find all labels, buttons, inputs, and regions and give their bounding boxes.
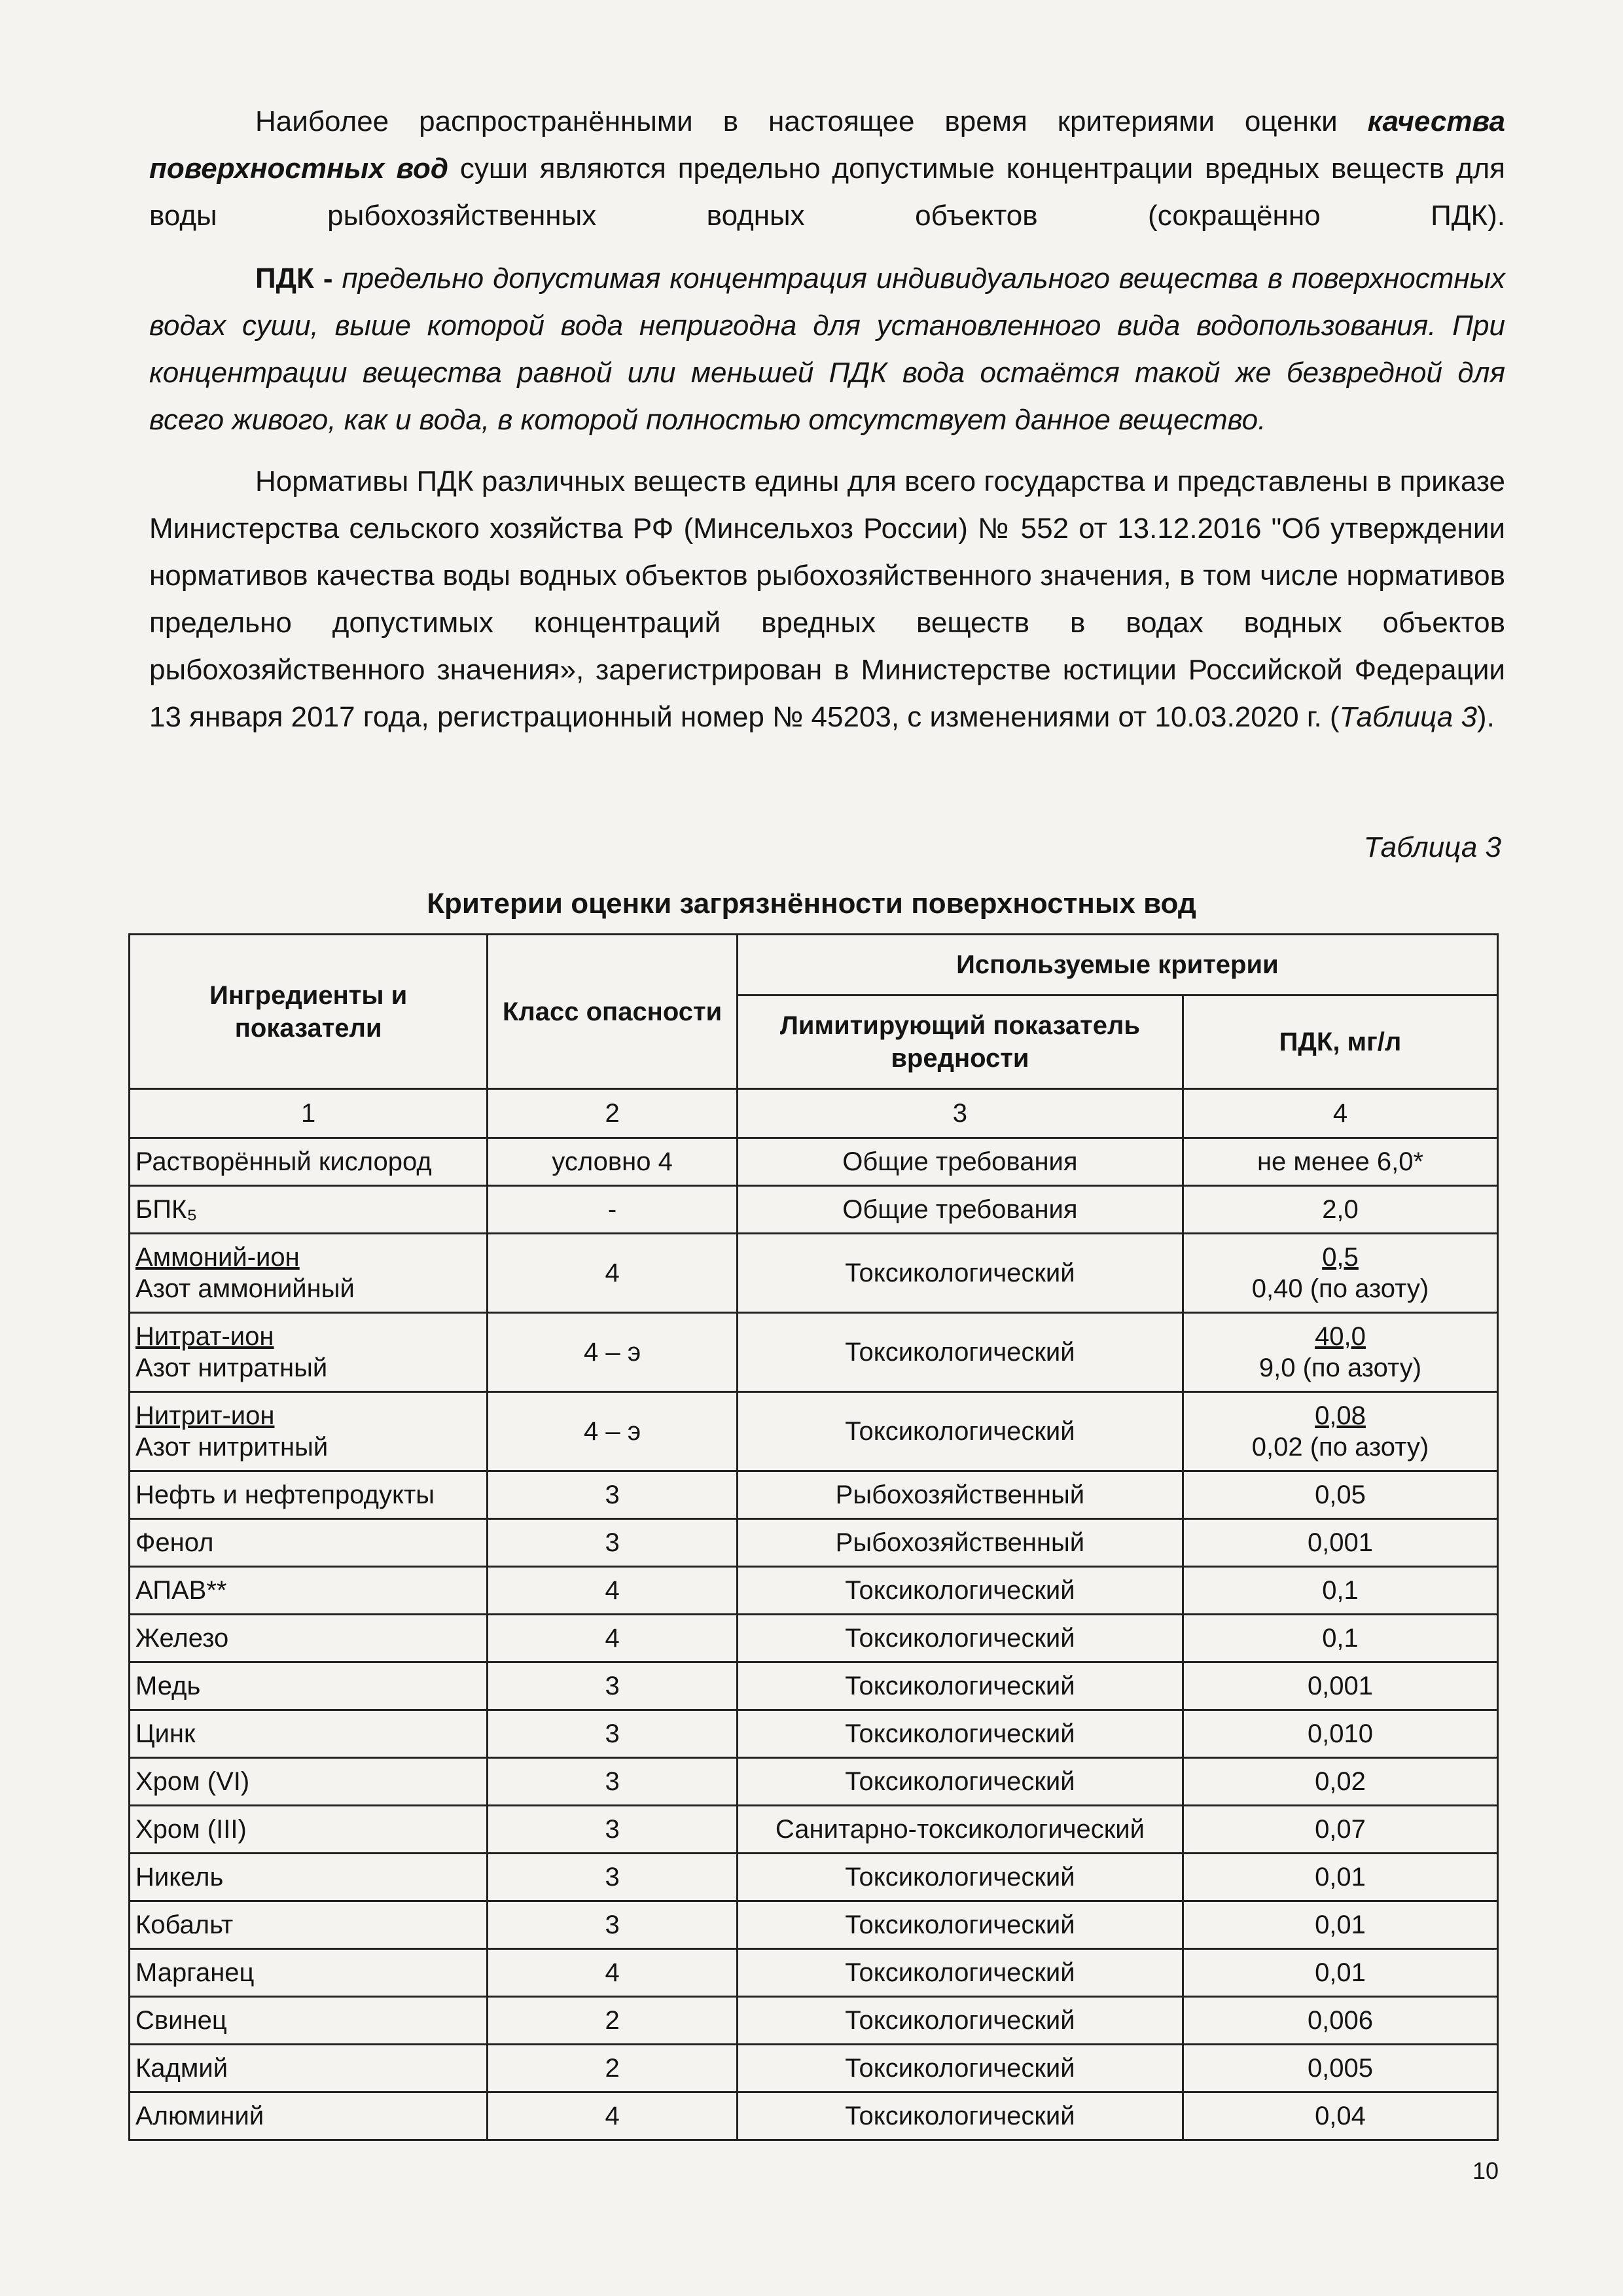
ingredient-cell — [130, 1234, 488, 1313]
limiting-indicator-cell: Токсикологический — [737, 1854, 1183, 1901]
hazard-class-cell: 3 — [488, 1519, 738, 1567]
ingredient-name: Аммоний-ион — [135, 1243, 300, 1272]
column-number-row — [130, 1089, 1498, 1138]
pdk-cell: 0,1 — [1183, 1567, 1498, 1615]
table-row — [130, 2045, 1498, 2092]
table-row — [130, 1806, 1498, 1854]
limiting-indicator-cell: Токсикологический — [737, 1567, 1183, 1615]
hazard-class-cell: 3 — [488, 1806, 738, 1854]
table-row — [130, 1615, 1498, 1662]
ingredient-cell: Фенол — [130, 1519, 488, 1567]
table-row — [130, 2092, 1498, 2140]
limiting-indicator-cell: Токсикологический — [737, 1234, 1183, 1313]
pdk-cell: 0,02 — [1183, 1758, 1498, 1806]
intro-paragraph — [149, 98, 1505, 240]
hazard-class-cell: 4 – э — [488, 1392, 738, 1471]
regulation-text: Нормативы ПДК различных веществ едины для всего государства и представлены в приказе Министерства сельского хозяйства РФ (Минсельхоз России) № 552 от 13.12.2016 "Об утверждении нормативов качества воды водных объектов рыбохозяйственного значения, в том числе нормативов предельно допустимых концентраций вредных веществ в водах водных объектов рыбохозяйственного значения», зарегистрирован в Министерстве юстиции Российской Федерации 13 января 2017 года, регистрационный номер № 45203, с изменениями от 10.03.2020 г. ( — [149, 465, 1505, 733]
limiting-indicator-cell: Токсикологический — [737, 1662, 1183, 1710]
pdk-nitrogen-value: 9,0 (по азоту) — [1258, 1354, 1422, 1382]
hazard-class-cell: 2 — [488, 2045, 738, 2092]
limiting-indicator-cell: Общие требования — [737, 1138, 1183, 1186]
intro-emphasis: качества поверхностных вод — [149, 105, 1505, 185]
limiting-indicator-cell: Токсикологический — [737, 1615, 1183, 1662]
table-row — [130, 1758, 1498, 1806]
hazard-class-cell: 4 – э — [488, 1313, 738, 1392]
ingredient-cell: Алюминий — [130, 2092, 488, 2140]
pdk-value: 0,08 — [1315, 1401, 1366, 1430]
pdk-nitrogen-value: 0,02 (по азоту) — [1251, 1433, 1429, 1462]
hazard-class-cell: 4 — [488, 1234, 738, 1313]
pdk-cell — [1183, 1313, 1498, 1392]
table-row — [130, 1234, 1498, 1313]
limiting-indicator-cell: Токсикологический — [737, 1949, 1183, 1997]
column-number: 2 — [488, 1089, 738, 1138]
hazard-class-cell: 3 — [488, 1758, 738, 1806]
ingredient-cell: АПАВ** — [130, 1567, 488, 1615]
pdk-cell: 0,01 — [1183, 1854, 1498, 1901]
hazard-class-cell: 3 — [488, 1471, 738, 1519]
limiting-indicator-cell: Токсикологический — [737, 1901, 1183, 1949]
pdk-cell: 0,006 — [1183, 1997, 1498, 2045]
pdk-cell: 2,0 — [1183, 1186, 1498, 1234]
table-reference: Таблица 3 — [1339, 701, 1477, 733]
limiting-indicator-cell: Токсикологический — [737, 2092, 1183, 2140]
header-criteria-group: Используемые критерии — [737, 935, 1497, 996]
header-hazard-class: Класс опасности — [488, 935, 738, 1089]
limiting-indicator-cell: Токсикологический — [737, 2045, 1183, 2092]
table-row — [130, 1392, 1498, 1471]
ingredient-subname: Азот нитратный — [135, 1354, 328, 1382]
table-row — [130, 1567, 1498, 1615]
hazard-class-cell: 3 — [488, 1854, 738, 1901]
pdk-cell — [1183, 1392, 1498, 1471]
column-number: 1 — [130, 1089, 488, 1138]
column-number: 3 — [737, 1089, 1183, 1138]
hazard-class-cell: 3 — [488, 1662, 738, 1710]
table-label: Таблица 3 — [1363, 831, 1501, 863]
pdk-value: 0,5 — [1322, 1243, 1359, 1272]
pdk-cell: 0,001 — [1183, 1519, 1498, 1567]
regulation-paragraph — [149, 458, 1505, 741]
header-pdk: ПДК, мг/л — [1183, 996, 1498, 1089]
pdk-cell: 0,01 — [1183, 1901, 1498, 1949]
ingredient-cell: Кадмий — [130, 2045, 488, 2092]
definition-text: предельно допустимая концентрация индивидуального вещества в поверхностных водах суши, выше которой вода непригодна для установленного вида водопользования. При концентрации вещества равной или меньшей ПДК вода остаётся такой же безвредной для всего живого, как и вода, в которой полностью отсутствует данное вещество. — [149, 262, 1505, 436]
pdk-cell — [1183, 1234, 1498, 1313]
ingredient-cell: Медь — [130, 1662, 488, 1710]
limiting-indicator-cell: Санитарно-токсикологический — [737, 1806, 1183, 1854]
ingredient-subname: Азот нитритный — [135, 1433, 329, 1462]
pdk-cell: 0,04 — [1183, 2092, 1498, 2140]
regulation-tail: ). — [1476, 701, 1495, 733]
ingredient-cell — [130, 1313, 488, 1392]
header-ingredients: Ингредиенты и показатели — [130, 935, 488, 1089]
definition-paragraph — [149, 255, 1505, 444]
hazard-class-cell: 3 — [488, 1710, 738, 1758]
criteria-table — [128, 933, 1499, 2141]
hazard-class-cell: - — [488, 1186, 738, 1234]
pdk-cell: 0,010 — [1183, 1710, 1498, 1758]
table-body — [130, 1089, 1498, 2140]
pdk-cell: 0,005 — [1183, 2045, 1498, 2092]
column-number: 4 — [1183, 1089, 1498, 1138]
limiting-indicator-cell: Рыбохозяйственный — [737, 1519, 1183, 1567]
ingredient-cell: Нефть и нефтепродукты — [130, 1471, 488, 1519]
hazard-class-cell: 4 — [488, 2092, 738, 2140]
pdk-cell: 0,07 — [1183, 1806, 1498, 1854]
ingredient-subname: Азот аммонийный — [135, 1274, 355, 1303]
hazard-class-cell: 2 — [488, 1997, 738, 2045]
table-row — [130, 1471, 1498, 1519]
table-row — [130, 1854, 1498, 1901]
table-row — [130, 1662, 1498, 1710]
ingredient-name: Нитрит-ион — [135, 1401, 275, 1430]
ingredient-cell: Марганец — [130, 1949, 488, 1997]
pdk-cell: 0,001 — [1183, 1662, 1498, 1710]
page-number: 10 — [1472, 2157, 1499, 2184]
definition-term: ПДК - — [255, 262, 333, 295]
ingredient-name: Нитрат-ион — [135, 1322, 274, 1351]
ingredient-cell: Хром (III) — [130, 1806, 488, 1854]
hazard-class-cell: 3 — [488, 1901, 738, 1949]
table-row — [130, 1997, 1498, 2045]
pdk-value: 40,0 — [1315, 1322, 1366, 1351]
limiting-indicator-cell: Токсикологический — [737, 1710, 1183, 1758]
table-row — [130, 1313, 1498, 1392]
intro-text-end: суши являются предельно допустимые концентрации вредных веществ для воды рыбохозяйственных водных объектов (сокращённо ПДК). — [149, 152, 1505, 232]
table-row — [130, 1186, 1498, 1234]
pdk-cell: не менее 6,0* — [1183, 1138, 1498, 1186]
ingredient-cell: Железо — [130, 1615, 488, 1662]
ingredient-cell: БПК₅ — [130, 1186, 488, 1234]
pdk-cell: 0,1 — [1183, 1615, 1498, 1662]
table-row — [130, 1901, 1498, 1949]
hazard-class-cell: условно 4 — [488, 1138, 738, 1186]
ingredient-cell: Никель — [130, 1854, 488, 1901]
limiting-indicator-cell: Общие требования — [737, 1186, 1183, 1234]
ingredient-cell: Хром (VI) — [130, 1758, 488, 1806]
hazard-class-cell: 4 — [488, 1949, 738, 1997]
pdk-cell: 0,05 — [1183, 1471, 1498, 1519]
table-row — [130, 1949, 1498, 1997]
limiting-indicator-cell: Токсикологический — [737, 1392, 1183, 1471]
header-limiting: Лимитирующий показатель вредности — [737, 996, 1183, 1089]
limiting-indicator-cell: Токсикологический — [737, 1313, 1183, 1392]
hazard-class-cell: 4 — [488, 1567, 738, 1615]
pdk-nitrogen-value: 0,40 (по азоту) — [1251, 1274, 1429, 1303]
limiting-indicator-cell: Токсикологический — [737, 1997, 1183, 2045]
ingredient-cell — [130, 1392, 488, 1471]
table-row — [130, 1138, 1498, 1186]
ingredient-cell: Цинк — [130, 1710, 488, 1758]
table-title: Критерии оценки загрязнённости поверхностных вод — [427, 888, 1196, 920]
table-row — [130, 1519, 1498, 1567]
ingredient-cell: Кобальт — [130, 1901, 488, 1949]
ingredient-cell: Свинец — [130, 1997, 488, 2045]
limiting-indicator-cell: Рыбохозяйственный — [737, 1471, 1183, 1519]
limiting-indicator-cell: Токсикологический — [737, 1758, 1183, 1806]
hazard-class-cell: 4 — [488, 1615, 738, 1662]
ingredient-cell: Растворённый кислород — [130, 1138, 488, 1186]
pdk-cell: 0,01 — [1183, 1949, 1498, 1997]
table-row — [130, 1710, 1498, 1758]
intro-text-start: Наиболее распространёнными в настоящее время критериями оценки — [255, 105, 1338, 137]
